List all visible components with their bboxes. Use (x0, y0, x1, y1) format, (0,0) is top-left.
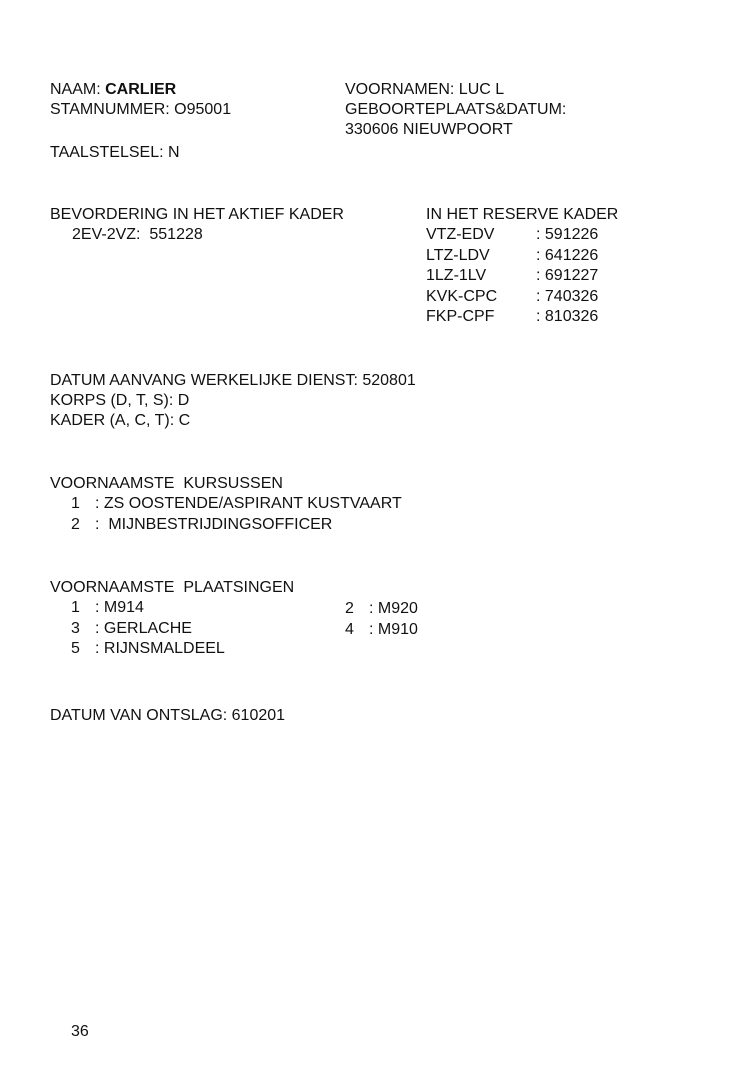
kader-row (50, 411, 416, 431)
header-left (50, 80, 231, 120)
naam-row (50, 80, 231, 100)
discharge-value: 610201 (231, 707, 286, 724)
aanvang-row (50, 371, 416, 391)
stamnummer-row (50, 100, 231, 120)
geboorte-value: 330606 NIEUWPOORT (345, 121, 513, 138)
course-item (50, 515, 402, 536)
service-info (50, 371, 416, 431)
course-number: 1 (71, 495, 80, 512)
kader-label: KADER (A, C, T): (50, 412, 175, 429)
posting-text: : M910 (369, 620, 418, 638)
posting-item (50, 619, 294, 640)
reserve-promotion-row (426, 246, 618, 267)
reserve-promotion-row (426, 225, 618, 246)
posting-number: 5 (71, 640, 80, 657)
reserve-promotion-row (426, 287, 618, 308)
posting-number: 2 (345, 600, 354, 617)
active-promotion-date: 551228 (149, 226, 203, 243)
aanvang-value: 520801 (362, 372, 416, 389)
naam-value: CARLIER (105, 81, 177, 98)
voornamen-row (345, 80, 566, 100)
kader-value: C (178, 412, 191, 429)
posting-text: : M920 (369, 600, 418, 617)
discharge-label: DATUM VAN ONTSLAG: (50, 707, 228, 724)
reserve-heading: IN HET RESERVE KADER (426, 206, 619, 223)
posting-number: 4 (345, 620, 354, 638)
reserve-promotion-date: : 641226 (536, 246, 599, 264)
courses-heading: VOORNAAMSTE KURSUSSEN (50, 475, 283, 492)
stamnummer-label: STAMNUMMER: (50, 101, 170, 118)
page-number: 36 (71, 1023, 89, 1040)
posting-text: : GERLACHE (95, 619, 192, 637)
posting-item (50, 639, 294, 660)
postings-right-column (345, 599, 418, 640)
reserve-promotion-date: : 691227 (536, 267, 599, 284)
reserve-promotion-code: FKP-CPF (426, 308, 495, 325)
reserve-promotion-row (426, 307, 618, 328)
posting-number: 1 (71, 599, 80, 616)
reserve-promotion-date: : 740326 (536, 287, 599, 305)
korps-label: KORPS (D, T, S): (50, 392, 174, 409)
course-text: : ZS OOSTENDE/ASPIRANT KUSTVAART (95, 495, 402, 512)
posting-text: : M914 (95, 599, 144, 616)
course-number: 2 (71, 515, 80, 533)
course-text: : MIJNBESTRIJDINGSOFFICER (95, 515, 333, 533)
posting-item (345, 599, 418, 620)
korps-value: D (177, 392, 190, 409)
posting-item (345, 620, 418, 641)
naam-label: NAAM: (50, 81, 101, 98)
postings-section (50, 578, 294, 660)
reserve-promotion-code: 1LZ-1LV (426, 267, 487, 284)
header-right (345, 80, 566, 140)
voornamen-value: LUC L (458, 81, 505, 98)
taalstelsel-label: TAALSTELSEL: (50, 144, 164, 161)
discharge-row (50, 706, 285, 726)
posting-number: 3 (71, 619, 80, 637)
reserve-promotion-code: KVK-CPC (426, 287, 498, 305)
courses-section (50, 474, 402, 535)
active-promotion-code: 2EV-2VZ: (72, 226, 141, 243)
posting-item (50, 598, 294, 619)
voornamen-label: VOORNAMEN: (345, 81, 455, 98)
active-promotions (50, 205, 344, 245)
taalstelsel-row (50, 143, 180, 163)
active-heading: BEVORDERING IN HET AKTIEF KADER (50, 206, 344, 223)
active-promotion-row (50, 225, 344, 245)
stamnummer-value: O95001 (174, 101, 232, 118)
postings-heading: VOORNAAMSTE PLAATSINGEN (50, 579, 295, 596)
posting-text: : RIJNSMALDEEL (95, 640, 225, 657)
reserve-promotions (426, 205, 618, 328)
reserve-promotion-row (426, 266, 618, 287)
reserve-promotion-code: VTZ-EDV (426, 226, 495, 243)
geboorte-label: GEBOORTEPLAATS&DATUM: (345, 101, 567, 118)
course-item (50, 494, 402, 515)
reserve-promotion-date: : 591226 (536, 226, 599, 243)
reserve-promotion-date: : 810326 (536, 308, 599, 325)
aanvang-label: DATUM AANVANG WERKELIJKE DIENST: (50, 372, 358, 389)
reserve-promotion-code: LTZ-LDV (426, 246, 490, 264)
korps-row (50, 391, 416, 411)
taalstelsel-value: N (167, 144, 180, 161)
